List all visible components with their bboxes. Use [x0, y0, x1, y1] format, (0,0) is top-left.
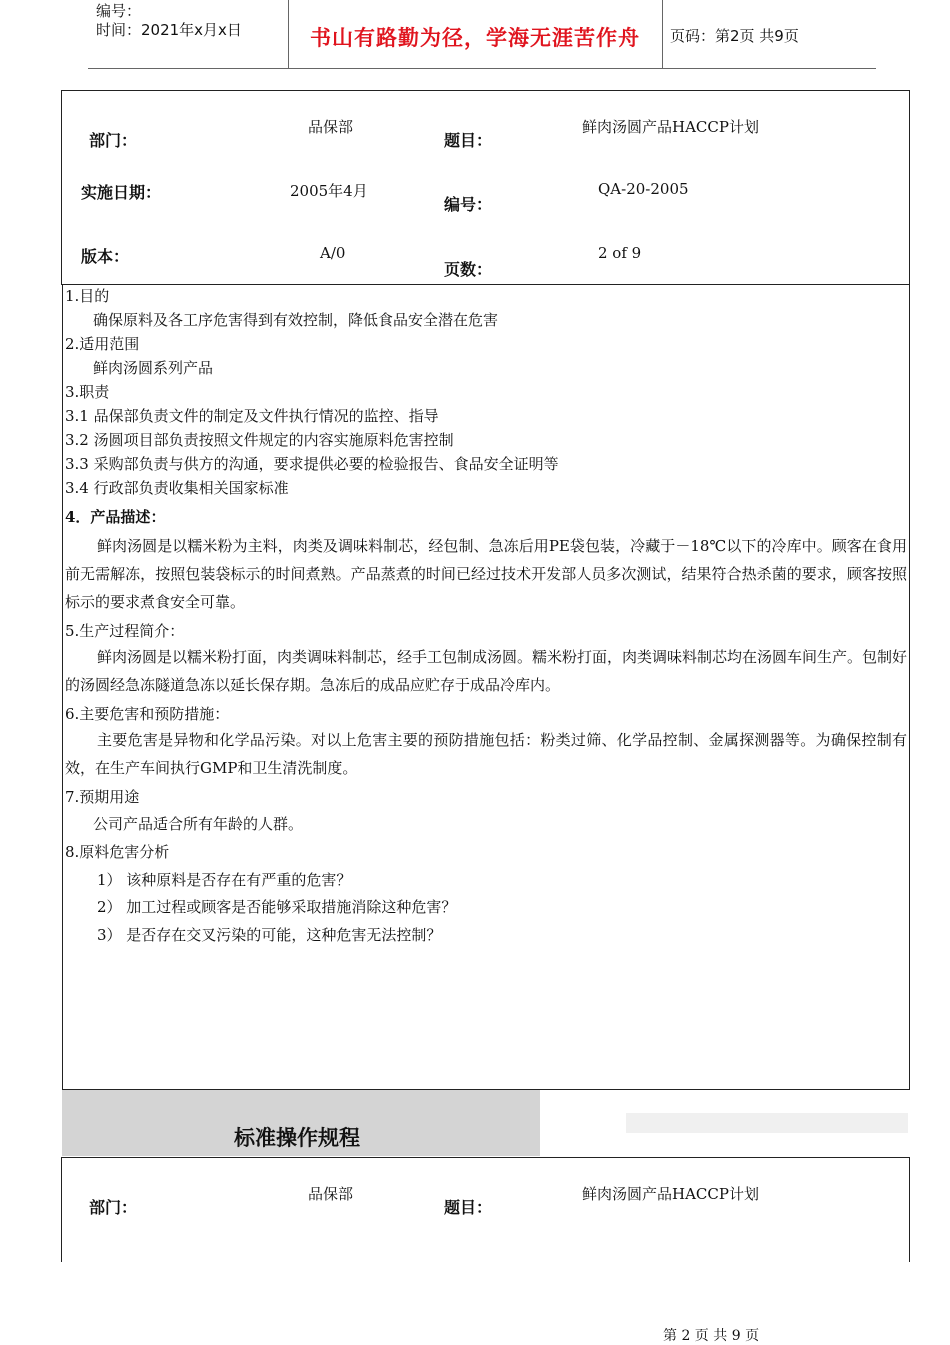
sop-title: 标准操作规程 — [234, 1126, 360, 1150]
dept-value: 品保部 — [308, 118, 354, 136]
pages-value: 2 of 9 — [598, 244, 642, 262]
section-product-description: 4．产品描述： — [65, 508, 166, 526]
title-label: 题目： — [444, 1198, 493, 1217]
purpose-text: 确保原料及各工序危害得到有效控制，降低食品安全潜在危害 — [93, 311, 499, 329]
version-label: 版本： — [81, 247, 130, 266]
hazards-text: 主要危害是异物和化学品污染。对以上危害主要的预防措施包括：粉类过筛、化学品控制、金属探测器等。为确保控制有效，在生产车间执行GMP和卫生清洗制度。 — [65, 731, 907, 777]
date-value: 2005年4月 — [290, 182, 368, 200]
info-table-next — [61, 1157, 910, 1262]
dept-label: 部门： — [89, 1198, 138, 1217]
question-item: 3） 是否存在交叉污染的可能，这种危害无法控制？ — [97, 926, 442, 944]
product-description-text: 鲜肉汤圆是以糯米粉为主料，肉类及调味料制芯，经包制、急冻后用PE袋包装，冷藏于－18℃以下的冷库中。顾客在食用前无需解冻，按照包装袋标示的时间煮熟。产品蒸煮的时间已经过技术开发部人员多次测试，结果符合热杀菌的要求，顾客按照标示的要求煮食安全可靠。 — [65, 537, 907, 611]
code-value: QA-20-2005 — [598, 180, 689, 198]
process-text: 鲜肉汤圆是以糯米粉打面，肉类调味料制芯，经手工包制成汤圆。糯米粉打面，肉类调味料制芯均在汤圆车间生产。包制好的汤圆经急冻隧道急冻以延长保存期。急冻后的成品应贮存于成品冷库内。 — [65, 648, 908, 694]
title-label: 题目： — [444, 131, 493, 150]
header-meta — [96, 2, 242, 40]
duty-item: 3.3 采购部负责与供方的沟通，要求提供必要的检验报告、食品安全证明等 — [65, 455, 559, 473]
section-scope: 2.适用范围 — [65, 335, 140, 353]
page-footer: 第 2 页 共 9 页 — [663, 1328, 760, 1344]
page-header — [88, 0, 876, 69]
intended-use-text: 公司产品适合所有年龄的人群。 — [93, 815, 304, 833]
question-item: 1） 该种原料是否存在有严重的危害？ — [97, 871, 352, 889]
dept-label: 部门： — [89, 131, 138, 150]
sop-side-bar — [626, 1113, 908, 1133]
scope-text: 鲜肉汤圆系列产品 — [93, 359, 214, 377]
duty-item: 3.1 品保部负责文件的制定及文件执行情况的监控、指导 — [65, 407, 439, 425]
info-table — [61, 90, 910, 285]
section-process: 5.生产过程简介： — [65, 622, 185, 640]
motto: 书山有路勤为径，学海无涯苦作舟 — [310, 25, 640, 50]
pages-label: 页数： — [444, 260, 493, 279]
section-hazards: 6.主要危害和预防措施： — [65, 705, 230, 723]
section-duties: 3.职责 — [65, 383, 110, 401]
title-value: 鲜肉汤圆产品HACCP计划 — [582, 1185, 759, 1203]
version-value: A/0 — [320, 244, 346, 262]
dept-value: 品保部 — [308, 1185, 354, 1203]
number-label: 编号： — [96, 2, 142, 20]
duty-item: 3.2 汤圆项目部负责按照文件规定的内容实施原料危害控制 — [65, 431, 454, 449]
header-divider — [662, 0, 663, 68]
question-item: 2） 加工过程或顾客是否能够采取措施消除这种危害？ — [97, 898, 457, 916]
document-body — [62, 284, 910, 1090]
section-intended-use: 7.预期用途 — [65, 788, 140, 806]
page-info: 页码：第2页 共9页 — [670, 27, 799, 45]
code-label: 编号： — [444, 195, 493, 214]
section-purpose: 1.目的 — [65, 287, 110, 305]
duty-item: 3.4 行政部负责收集相关国家标准 — [65, 479, 289, 497]
date-line: 时间：2021年x月x日 — [96, 21, 242, 39]
title-value: 鲜肉汤圆产品HACCP计划 — [582, 118, 759, 136]
date-label: 实施日期： — [81, 183, 162, 202]
section-raw-material-analysis: 8.原料危害分析 — [65, 843, 170, 861]
